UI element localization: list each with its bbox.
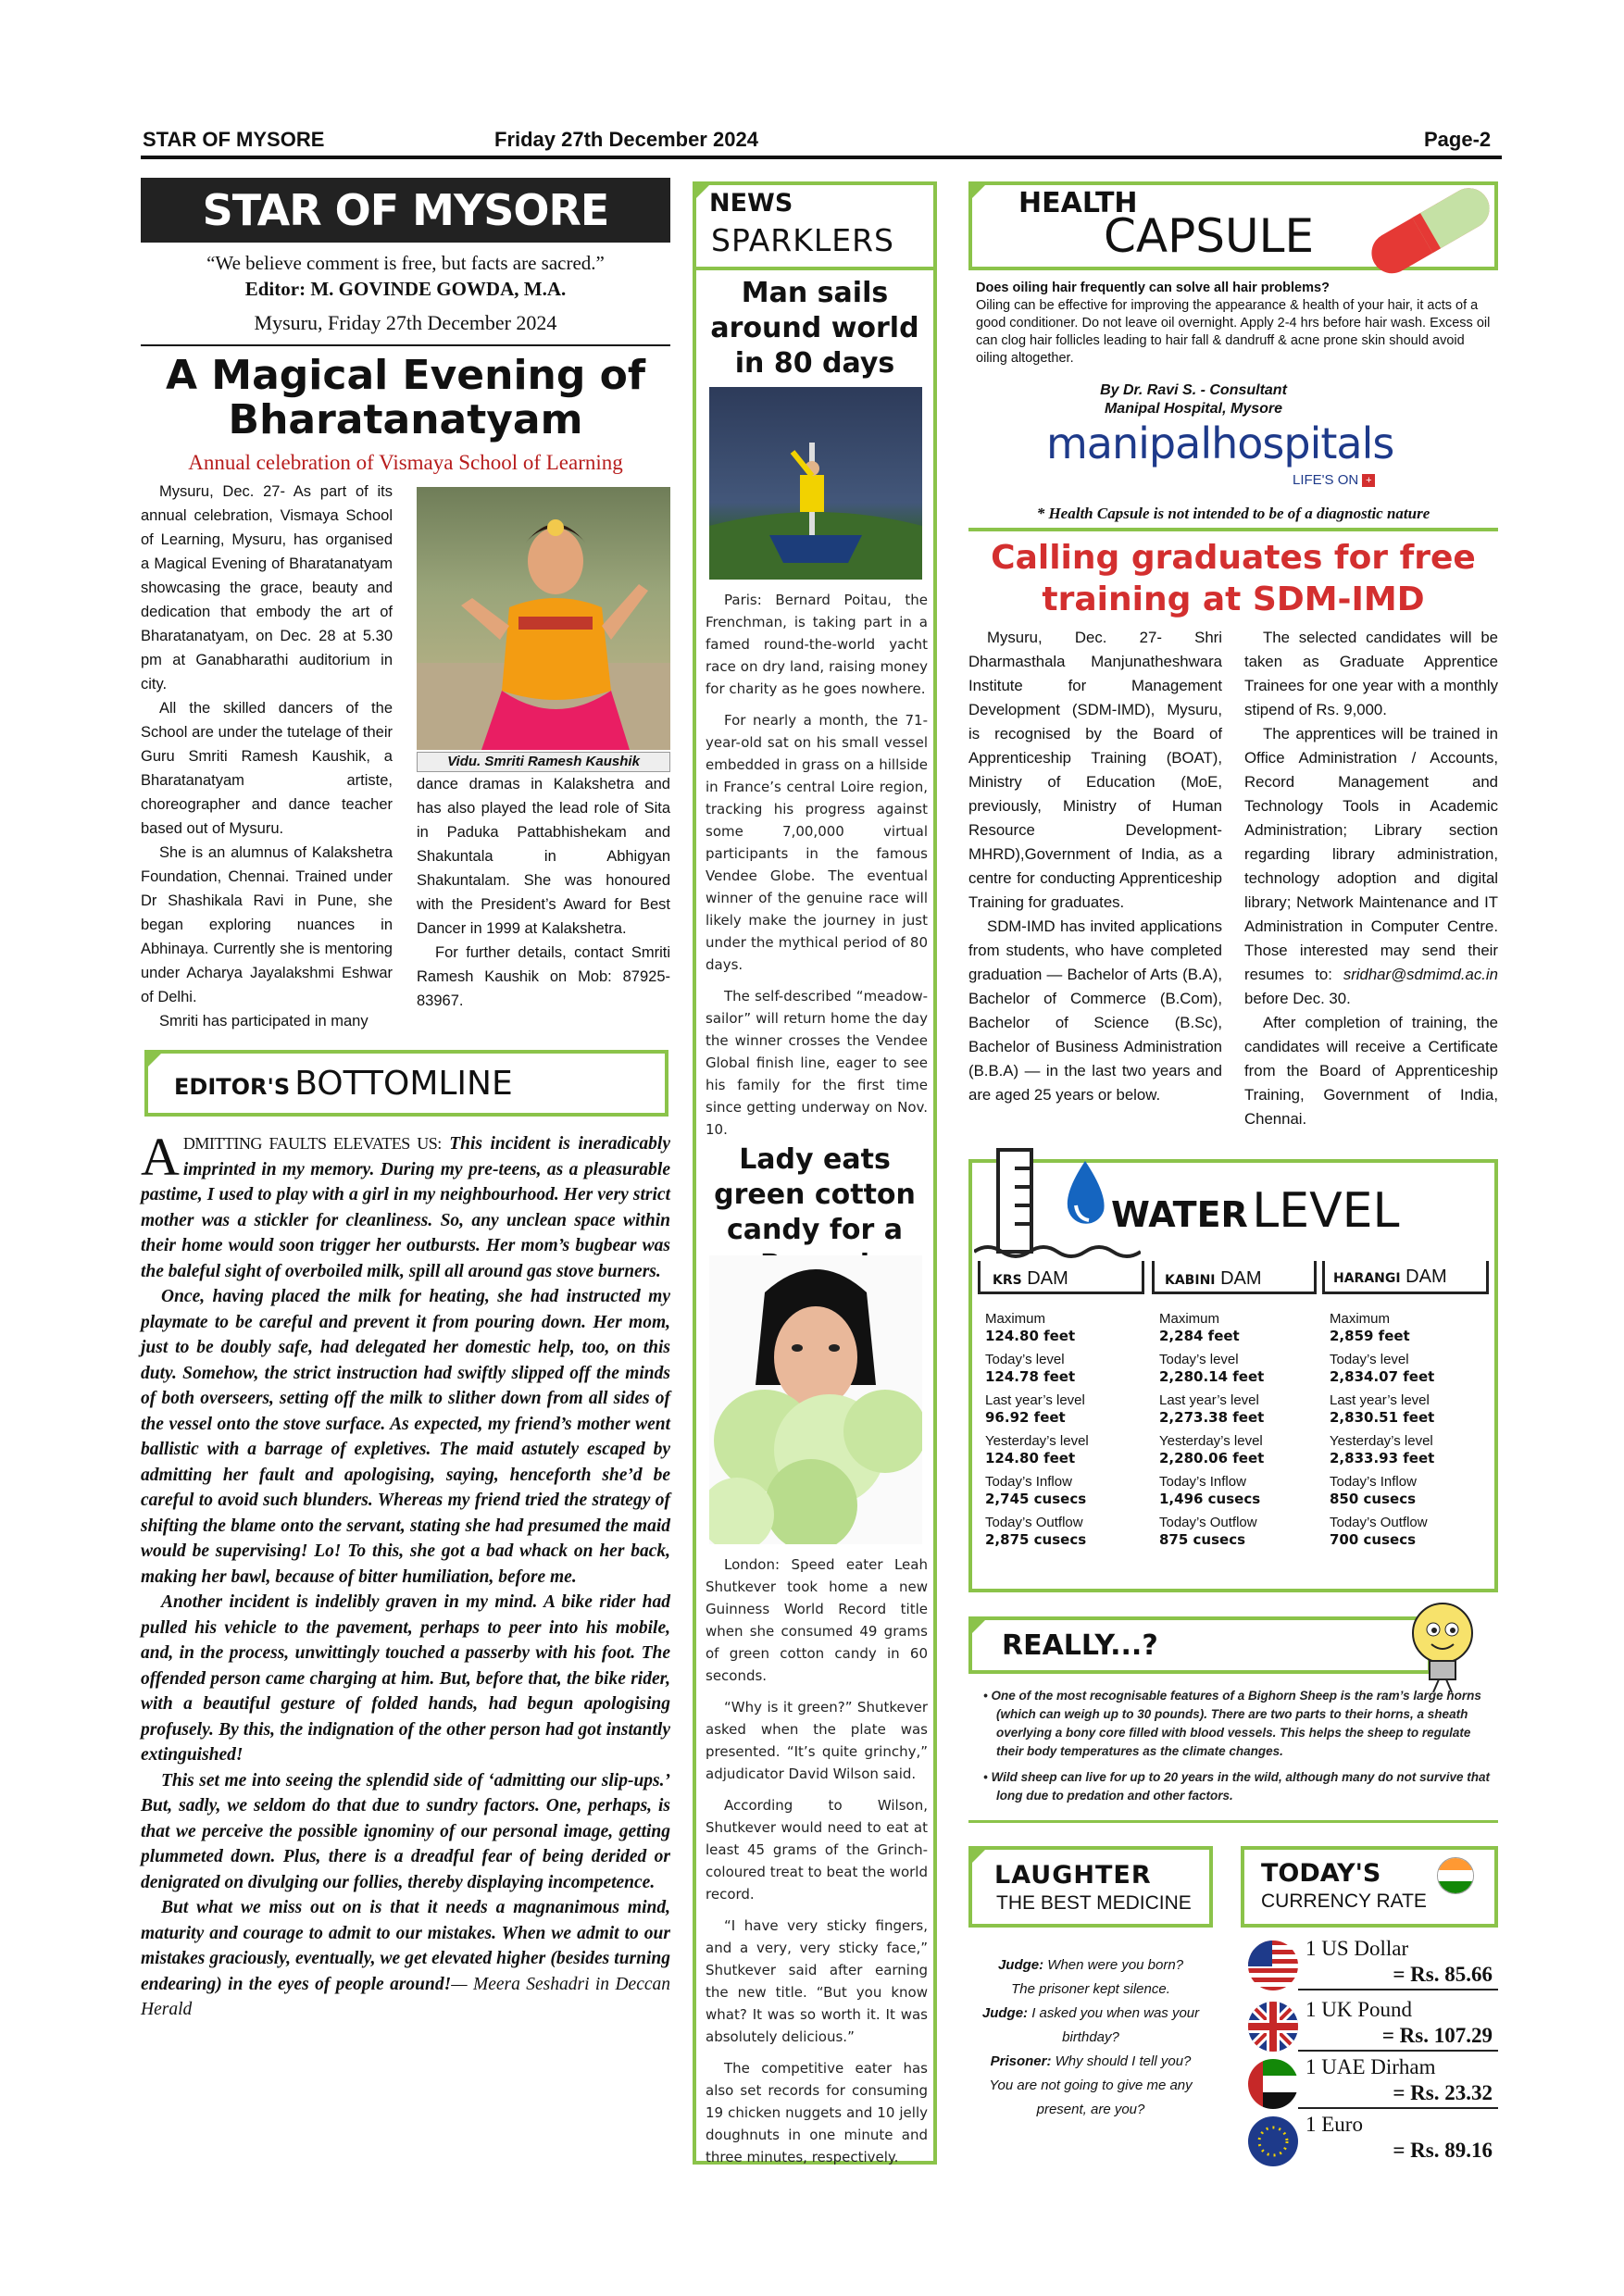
really-list [978,1687,1496,1805]
sdm-headline-line1: Calling graduates for free [991,539,1476,577]
news-label-bold: NEWS [709,189,793,218]
dam-label: Last year’s level [985,1392,1085,1408]
sdm-email[interactable]: sridhar@sdmimd.ac.in [1343,966,1498,983]
eu-flag-icon [1248,2116,1298,2166]
dam-label: Maximum [985,1311,1046,1327]
water-label [1111,1183,1400,1239]
news-paragraph: For nearly a month, the 71-year-old sat on his small vessel embedded in grass on a hillside in France’s central Loire region, tracking his progress against some 7,00,000 virtual participants in the famous Vendee Globe. The eventual winner of the genuine race will likely make the journey in just under the mythical period of 80 days. [706,712,928,973]
news-paragraph: The competitive eater has also set records for consuming 19 chicken nuggets and 10 jelly doughnuts in one minute and three minutes, respectively. [706,2060,928,2165]
bottomline-paragraph: But what we miss out on is that it needs a magnanimous mind, maturity and courage to admit to our mistakes. When we admit to our mistakes graciously, eventually, we get elevated higher (besides turning endearing) in the eyes of people around! [141,1898,670,1994]
dam-label: Last year’s level [1159,1392,1259,1408]
dam-label: Yesterday’s level [1330,1433,1433,1449]
really-label: REALLY...? [1002,1629,1158,1662]
lead-paragraph: Mysuru, Dec. 27- As part of its annual celebration, Vismaya School of Learning, Mysuru, has organised a Magical Evening of Bharatanatyam showcasing the grace, beauty and dedication that embody the art of Bharatanatyam, on Dec. 28 at 5.30 pm at Ganabharathi auditorium in city. [141,483,393,693]
bottomline-paragraph: Once, having placed the milk for heating, she had instructed my playmate to be careful and prevent it from pouring down. Her mom, just to be doubly safe, had delegated her domestic help, too, on this duty. Somehow, the strict instruction had swiftly slipped off the minds of both overseers, setting off the milk to slither down from all sides of the vessel onto the stove surface. As expected, my friend’s mother went ballistic with a barrage of expletives. The maid astutely escaped by admitting her fault and apologising, saying, henceforth she’d be careful to avoid such blunders. Whereas my friend tried the strategy of shifting the blame onto the servant, stating she had presumed the maid would be supervising! Lo! To this, she got a bad whack on her back, making her bawl, because of bitter humiliation, before me. [141,1287,670,1587]
health-question: Does oiling hair frequently can solve all hair problems? [976,281,1330,295]
sdm-headline-line2: training at SDM-IMD [1042,580,1425,618]
masthead-rule [141,344,670,346]
dam-label: Today’s Outflow [985,1515,1083,1530]
dancer-photo-caption: Vidu. Smriti Ramesh Kaushik [417,752,670,772]
header-date: Friday 27th December 2024 [494,128,758,151]
bottomline-paragraph: This set me into seeing the splendid side of ‘admitting our slip-ups.’ But, sadly, we seldom do that due to sundry factors. One, perhaps, is that we perceive the possible ignominy of our personal image, getting plummeted down. Plus, there is a dreadful fear of being derided or denigrated on divulging our follies, thereby displaying incompetence. [141,1770,670,1892]
dam-name-harangi-suffix: DAM [1405,1267,1447,1287]
dancer-photo [417,487,670,750]
joke-speaker: Judge: [997,1957,1044,1973]
dam-column-krs [985,1311,1143,1555]
news-paragraph: “I have very sticky fingers, and a very, very sticky face,” Shutkever said after earning the new title. “But you know what? It was so worth it. It was absolutely delicious.” [706,1917,928,2045]
dam-label: Yesterday’s level [985,1433,1089,1449]
sdm-headline [968,537,1498,620]
masthead-editor: Editor: M. GOVINDE GOWDA, M.A. [244,278,567,300]
lead-headline-line1: A Magical Evening of [165,352,646,399]
sdm-paragraph: The apprentices will be trained in Office Administration / Accounts, Record Management and Technology Tools in Academic Administration; Library section regarding library administration, technology adoption and digital library; Network Maintenance and IT Administration in Computer Centre. Those interested may send their resumes to: [1244,725,1498,983]
bottomline-lead-caps: DMITTING FAULTS ELEVATES US: [182,1134,442,1153]
news-story2-headline: Lady eats green cotton candy for a [714,1143,916,1246]
laughter-label-bold: LAUGHTER [994,1861,1152,1890]
dam-name-kabini-suffix: DAM [1220,1268,1262,1289]
news-story1-headline: Man sails around world in 80 days [710,277,919,380]
lead-subhead: Annual celebration of Vismaya School of Learning [188,451,623,474]
news-label-rule [696,267,933,270]
candy-photo [709,1255,922,1544]
health-byline-1: By Dr. Ravi S. - Consultant [1100,382,1287,398]
dam-name-kabini [1165,1268,1262,1290]
sdm-paragraph: SDM-IMD has invited applications from students, who have completed graduation — Bachelor of Arts (B.A), Bachelor of Commerce (B.Com), Bachelor of Science (B.Sc), Bachelor of Business Administration (B.B.A) — in the last two years and are aged 25 years or below. [968,917,1222,1104]
currency-unit: 1 US Dollar [1305,1937,1409,1960]
sdm-paragraph-end: before Dec. 30. [1244,990,1351,1007]
bottomline-dropcap: A [141,1127,180,1187]
dam-value: 2,875 cusecs [985,1531,1087,1548]
sdm-body-right [1244,626,1498,1131]
dam-label: Today’s Outflow [1159,1515,1257,1530]
joke-line [978,2002,1204,2050]
dam-value: 850 cusecs [1330,1491,1417,1507]
really-corner-tag [968,1616,989,1637]
laughter-label: THE BEST MEDICINE [996,1892,1192,1914]
really-item: • One of the most recognisable features of a Bighorn Sheep is the ram’s large horns (which can weigh up to 30 pounds). There are two parts to their horns, a sheath overlying a bony core filled with blood vessels. This helps the sheep to regulate their body temperatures as the climate changes. [983,1689,1481,1758]
dam-value: 2,745 cusecs [985,1491,1087,1507]
dam-value: 124.80 feet [985,1450,1076,1466]
dam-value: 2,284 feet [1159,1328,1240,1344]
bottomline-label-bold: EDITOR'S [174,1074,291,1100]
water-label-bold: WATER [1111,1194,1248,1235]
dam-name-krs [993,1268,1068,1290]
currency-value: = Rs. 107.29 [1381,2024,1493,2047]
dam-label: Maximum [1159,1311,1220,1327]
manipal-logo: manipalhospitals [1046,418,1394,468]
news-paragraph: London: Speed eater Leah Shutkever took home a new Guinness World Record title when she consumed 49 grams of green cotton candy in 60 seconds. [706,1556,928,1684]
dam-name-harangi [1333,1267,1447,1288]
masthead-motto: “We believe comment is free, but facts are sacred.” [206,252,605,274]
really-item: • Wild sheep can live for up to 20 years in the wild, although many do not survive that long due to predation and other factors. [983,1770,1490,1803]
currency-value: = Rs. 89.16 [1393,2139,1493,2162]
currency-unit: 1 UAE Dirham [1305,2055,1436,2078]
dam-label: Today’s Outflow [1330,1515,1428,1530]
dam-label: Today’s Inflow [985,1474,1072,1490]
lead-body-right [417,772,670,1013]
bottomline-label-text: BOTTOMLINE [294,1065,513,1103]
dam-name-krs-suffix: DAM [1027,1268,1068,1289]
health-answer: Oiling can be effective for improving the appearance & health of your hair, it acts of a good conditioner. Do not leave oil overnight. Apply 2-4 hrs before hair wash. Excess oil can clog hair follicles leading to hair fall & dandruff & acne prone skin should avoid oiling altogether. [976,298,1491,366]
dam-value: 96.92 feet [985,1409,1066,1426]
sailor-illustration [709,387,922,580]
health-corner-tag [968,181,989,202]
news-paragraph: The self-described “meadow-sailor” will return home the day the winner crosses the Vendee Global finish line, eager to see his family for the first time since getting underway on Nov. 10. [706,988,928,1138]
sdm-body-left [968,626,1222,1107]
dam-value: 2,834.07 feet [1330,1368,1435,1385]
dam-label: Today’s Inflow [1159,1474,1246,1490]
dam-label: Today’s level [1159,1352,1239,1367]
health-bottom-rule [968,528,1498,531]
dam-column-harangi [1330,1311,1487,1555]
joke-speaker: Prisoner: [990,2053,1052,2069]
currency-divider [1298,1989,1498,1990]
dam-value: 2,833.93 feet [1330,1450,1435,1466]
currency-rows [1241,1935,1498,2183]
health-label-bold: HEALTH [1018,187,1138,219]
really-item-text: Wild sheep can live for up to 20 years in the wild, although many do not survive that long due to predation and other factors. [991,1770,1490,1803]
manipal-logo-tag [1293,472,1375,488]
lead-paragraph: dance dramas in Kalakshetra and has also played the lead role of Sita in Paduka Pattabhishekam and Shakuntala in Abhigyan Shakuntalam. She was honoured with the President’s Award for Best Dancer in 1999 at Kalakshetra. [417,776,670,937]
dam-value: 1,496 cusecs [1159,1491,1261,1507]
lead-paragraph: All the skilled dancers of the School are under the tutelage of their Guru Smriti Ramesh Kaushik, a Bharatanatyam artiste, choreographer and dance teacher based out of Mysuru. [141,700,393,837]
bottomline-credit: — Meera Seshadri in Deccan Herald [141,1974,671,2019]
candy-illustration [709,1255,922,1544]
news-paragraph: “Why is it green?” Shutkever asked when the plate was presented. “It’s quite grinchy,” adjudicator David Wilson said. [706,1699,928,1782]
manipal-logo-tag-text: LIFE'S ON [1293,472,1359,488]
joke-line [978,1953,1204,1978]
dam-value: 2,830.51 feet [1330,1409,1435,1426]
dam-value: 2,859 feet [1330,1328,1410,1344]
dancer-illustration [417,487,670,750]
bottomline-paragraph: This incident is ineradicably imprinted in my memory. During my pre-teens, as a pleasurable pastime, I used to play with a girl in my neighbourhood. Her very strict mother was a stickler for cleanliness. So, any unclean space within their home would soon trigger her outbursts. Her mom’s bugbear was the baleful sight of overboiled milk, spill all around gas stove burners. [141,1134,670,1281]
dam-name-harangi-bold: HARANGI [1333,1271,1401,1286]
lead-paragraph: For further details, contact Smriti Ramesh Kaushik on Mob: 87925-83967. [417,944,670,1009]
bottomline-corner-tag [144,1050,165,1070]
dam-column-kabini [1159,1311,1317,1555]
currency-divider [1298,2050,1498,2052]
sdm-paragraph: After completion of training, the candidates will receive a Certificate from the Board of Apprenticeship Training, Government of India, Chennai. [1244,1014,1498,1128]
water-label-text: LEVEL [1252,1183,1400,1239]
joke-text: When were you born? [1047,1957,1184,1973]
laughter-body [978,1953,1204,2122]
currency-divider [1298,2107,1498,2109]
dam-name-krs-bold: KRS [993,1273,1022,1288]
sdm-paragraph: Mysuru, Dec. 27- Shri Dharmasthala Manjunatheshwara Institute for Management Development (SDM-IMD), Mysuru, is recognised by the Board of Apprenticeship Training (BOAT), Ministry of Education (MoE, previously, Ministry of Human Resource Development-MHRD),Government of India, as a centre for conducting Apprenticeship Training for graduates. [968,629,1222,911]
dam-label: Last year’s level [1330,1392,1430,1408]
header-page-number: Page-2 [1424,128,1492,151]
health-byline [976,381,1411,418]
health-byline-2: Manipal Hospital, Mysore [1104,401,1283,417]
news-paragraph: According to Wilson, Shutkever would need to eat at least 45 grams of the Grinch-coloured treat to beat the world record. [706,1797,928,1903]
plus-icon: + [1362,474,1375,487]
dam-label: Today’s Inflow [1330,1474,1417,1490]
currency-label-bold: TODAY'S [1261,1859,1381,1888]
joke-line [978,2050,1204,2122]
currency-unit: 1 UK Pound [1305,1998,1413,2021]
news-story1-body [706,589,928,1150]
really-item-text: One of the most recognisable features of a Bighorn Sheep is the ram’s large horns (which can weigh up to 30 pounds). There are two parts to their horns, a sheath overlying a bony core filled with blood vessels. This helps the sheep to regulate their body temperatures as the climate changes. [991,1689,1481,1758]
dam-label: Maximum [1330,1311,1391,1327]
laughter-corner-tag [968,1846,989,1866]
bottomline-paragraph: Another incident is indelibly graven in my mind. A bike rider had pulled his vehicle to the pavement, perhaps to peer into his mobile, and, in the process, unwittingly touched a passerby with his foot. The offended person came charging at him. But, before that, the bike rider, with a beautiful gesture of folded hands, had begun apologising profusely. By this, the indignation of the other person had got instantly extinguished! [141,1592,670,1765]
lead-paragraph: Smriti has participated in many [159,1013,369,1029]
lead-body-left [141,480,393,1033]
dam-value: 124.80 feet [985,1328,1076,1344]
lightbulb-icon [1405,1596,1480,1694]
dam-value: 2,280.14 feet [1159,1368,1265,1385]
dam-value: 2,280.06 feet [1159,1450,1265,1466]
news-paragraph: Paris: Bernard Poitau, the Frenchman, is taking part in a famed round-the-world yacht race on dry land, raising money for charity as he goes nowhere. [706,592,928,697]
joke-text: Why should I tell you? You are not going to give me any present, are you? [989,2053,1193,2117]
dam-label: Yesterday’s level [1159,1433,1263,1449]
india-flag-icon [1437,1857,1474,1894]
currency-label: CURRENCY RATE [1261,1890,1427,1912]
currency-value: = Rs. 23.32 [1393,2081,1493,2104]
joke-line: The prisoner kept silence. [1011,1981,1170,1997]
health-label: CAPSULE [1104,209,1315,263]
lead-headline [141,354,670,443]
really-bottom-rule [968,1820,1498,1823]
bottomline-label [174,1065,513,1103]
bottomline-body [141,1127,671,2023]
joke-text: I asked you when was your birthday? [1031,2005,1200,2045]
dam-label: Today’s level [1330,1352,1409,1367]
dam-value: 875 cusecs [1159,1531,1246,1548]
capsule-pill-icon [1354,178,1502,274]
health-body [976,280,1494,368]
header-paper-name: STAR OF MYSORE [143,128,325,151]
header-rule [141,156,1502,159]
us-flag-icon [1248,1940,1298,1990]
news-label: SPARKLERS [711,222,894,258]
uk-flag-icon [1248,2002,1298,2052]
sailor-photo [709,387,922,580]
health-disclaimer: * Health Capsule is not intended to be of a diagnostic nature [1036,505,1430,522]
joke-speaker: Judge: [981,2005,1029,2021]
dam-value: 2,273.38 feet [1159,1409,1265,1426]
dam-value: 124.78 feet [985,1368,1076,1385]
news-story2-body [706,1554,928,2177]
currency-unit: 1 Euro [1305,2113,1363,2136]
dam-name-kabini-bold: KABINI [1165,1273,1216,1288]
sdm-paragraph: The selected candidates will be taken as Graduate Apprentice Trainees for one year with a monthly stipend of Rs. 9,000. [1244,629,1498,718]
lead-headline-line2: Bharatanatyam [228,396,583,443]
lead-paragraph: She is an alumnus of Kalakshetra Foundation, Chennai. Trained under Dr Shashikala Ravi in Pune, she began exploring nuances in Abhinaya. Currently she is mentoring under Acharya Jayalakshmi Eshwar of Delhi. [141,844,393,1005]
dam-label: Today’s level [985,1352,1065,1367]
masthead-dateline: Mysuru, Friday 27th December 2024 [254,311,557,334]
dam-value: 700 cusecs [1330,1531,1417,1548]
masthead-title: STAR OF MYSORE [202,185,609,235]
currency-value: = Rs. 85.66 [1393,1963,1493,1986]
uae-flag-icon [1248,2059,1298,2109]
